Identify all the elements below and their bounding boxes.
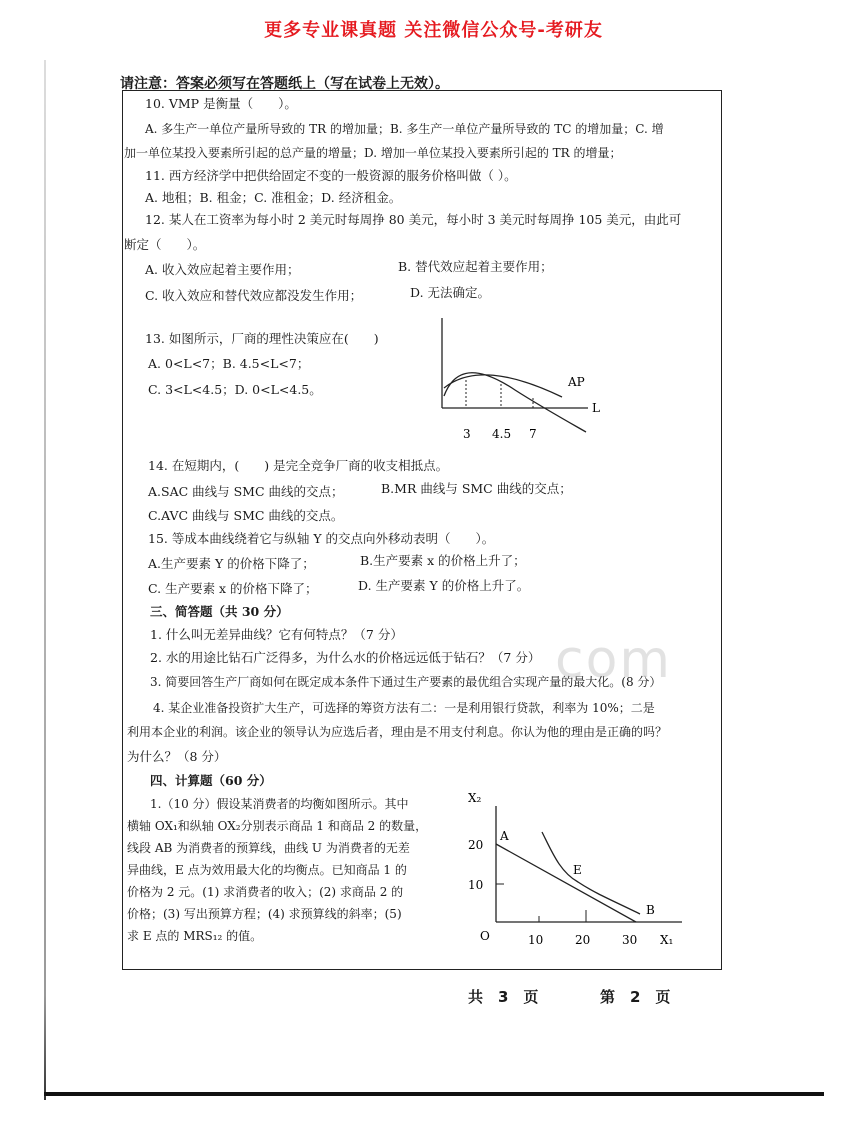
x-tick-label: 30 (622, 933, 638, 947)
q13-ap-graph (430, 312, 610, 447)
point-e-label: E (573, 863, 582, 877)
footer-page-number: 第 2 页 (600, 988, 671, 1006)
q12-stem-line1: 12. 某人在工资率为每小时 2 美元时每周挣 80 美元，每小时 3 美元时每周挣 105 美元，由此可 (145, 212, 682, 227)
q13-tick-label: 4.5 (492, 427, 512, 441)
q14-option-c: C.AVC 曲线与 SMC 曲线的交点。 (148, 508, 344, 523)
q13-l-label: L (592, 401, 600, 415)
x1-label: X₁ (660, 933, 674, 947)
y-tick-label: 10 (468, 878, 484, 892)
promo-banner: 更多专业课真题 关注微信公众号-考研友 (264, 20, 603, 41)
section4-heading: 四、计算题（60 分） (150, 773, 272, 788)
section4-q1-line: 线段 AB 为消费者的预算线，曲线 U 为消费者的无差 (127, 841, 410, 855)
section3-q2: 2. 水的用途比钻石广泛得多，为什么水的价格远远低于钻石？（7 分） (150, 650, 541, 665)
q13-ap-label: AP (568, 375, 585, 389)
section3-q1: 1. 什么叫无差异曲线？它有何特点？（7 分） (150, 627, 403, 642)
budget-line-graph (460, 782, 685, 950)
q14-option-a: A.SAC 曲线与 SMC 曲线的交点； (148, 484, 344, 499)
point-b-label: B (646, 903, 655, 917)
q12-option-d: D. 无法确定。 (410, 285, 491, 300)
q14-option-b: B.MR 曲线与 SMC 曲线的交点； (381, 481, 572, 496)
point-a-label: A (500, 829, 509, 843)
q13-options-line2: C. 3<L<4.5；D. 0<L<4.5。 (148, 382, 322, 397)
section3-q4-line2: 利用本企业的利润。该企业的领导认为应选后者，理由是不用支付利息。你认为他的理由是正确的吗？ (127, 725, 668, 739)
q11-stem: 11. 西方经济学中把供给固定不变的一般资源的服务价格叫做（ ）。 (145, 168, 517, 183)
y-tick-label: 20 (468, 838, 484, 852)
scan-edge-bottom (44, 1092, 824, 1096)
q14-stem: 14. 在短期内，( ) 是完全竞争厂商的收支相抵点。 (148, 458, 449, 473)
q15-option-d: D. 生产要素 Y 的价格上升了。 (358, 578, 530, 593)
q12-option-c: C. 收入效应和替代效应都没发生作用； (145, 288, 363, 303)
section4-q1-line: 价格为 2 元。(1) 求消费者的收入；(2) 求商品 2 的 (127, 885, 404, 899)
exam-notice: 请注意：答案必须写在答题纸上（写在试卷上无效）。 (120, 76, 449, 92)
q13-options-line1: A. 0<L<7；B. 4.5<L<7； (148, 356, 310, 371)
q13-stem: 13. 如图所示，厂商的理性决策应在( ) (145, 331, 379, 346)
section4-q1-line: 横轴 OX₁和纵轴 OX₂分别表示商品 1 和商品 2 的数量， (127, 819, 428, 833)
section3-heading: 三、简答题（共 30 分） (150, 604, 289, 619)
q12-option-a: A. 收入效应起着主要作用； (145, 262, 300, 277)
q10-stem: 10. VMP 是衡量（ ）。 (145, 96, 297, 111)
watermark: com (555, 630, 673, 690)
q11-options: A. 地租；B. 租金；C. 准租金；D. 经济租金。 (145, 190, 402, 205)
x-tick-label: 10 (528, 933, 544, 947)
section4-q1-line: 价格；(3) 写出预算方程；(4) 求预算线的斜率；(5) (127, 907, 402, 921)
q13-tick-label: 3 (463, 427, 471, 441)
section4-q1-line: 求 E 点的 MRS₁₂ 的值。 (127, 929, 263, 943)
budget-line-ab (496, 844, 636, 922)
indifference-curve-u (542, 832, 640, 914)
x2-label: X₂ (468, 791, 482, 805)
q15-option-b: B.生产要素 x 的价格上升了； (360, 553, 526, 568)
q12-stem-line2: 断定（ ）。 (124, 237, 206, 252)
x-tick-label: 20 (575, 933, 591, 947)
q15-option-a: A.生产要素 Y 的价格下降了； (148, 556, 315, 571)
scan-edge-left (44, 60, 46, 1100)
section4-q1-line: 1.（10 分）假设某消费者的均衡如图所示。其中 (150, 797, 409, 811)
q13-mp-curve (444, 373, 586, 432)
q13-ap-curve (444, 375, 562, 397)
q15-stem: 15. 等成本曲线绕着它与纵轴 Y 的交点向外移动表明（ ）。 (148, 531, 495, 546)
origin-label: O (480, 929, 490, 943)
section4-q1-line: 异曲线，E 点为效用最大化的均衡点。已知商品 1 的 (127, 863, 407, 877)
q13-tick-label: 7 (529, 427, 537, 441)
q12-option-b: B. 替代效应起着主要作用； (398, 259, 553, 274)
q10-options-line2: 加一单位某投入要素所引起的总产量的增量；D. 增加一单位某投入要素所引起的 TR 的增量； (124, 146, 622, 160)
q10-options-line1: A. 多生产一单位产量所导致的 TR 的增加量；B. 多生产一单位产量所导致的 TC 的增加量；C. 增 (145, 122, 664, 136)
section3-q3: 3. 简要回答生产厂商如何在既定成本条件下通过生产要素的最优组合实现产量的最大化。(8 分） (150, 675, 662, 689)
section3-q4-line1: 4. 某企业准备投资扩大生产，可选择的筹资方法有二：一是利用银行贷款，利率为 10%；二是 (153, 701, 655, 715)
q15-option-c: C. 生产要素 x 的价格下降了； (148, 581, 318, 596)
section3-q4-line3: 为什么？（8 分） (127, 749, 227, 764)
footer-total-pages: 共 3 页 (468, 988, 539, 1006)
